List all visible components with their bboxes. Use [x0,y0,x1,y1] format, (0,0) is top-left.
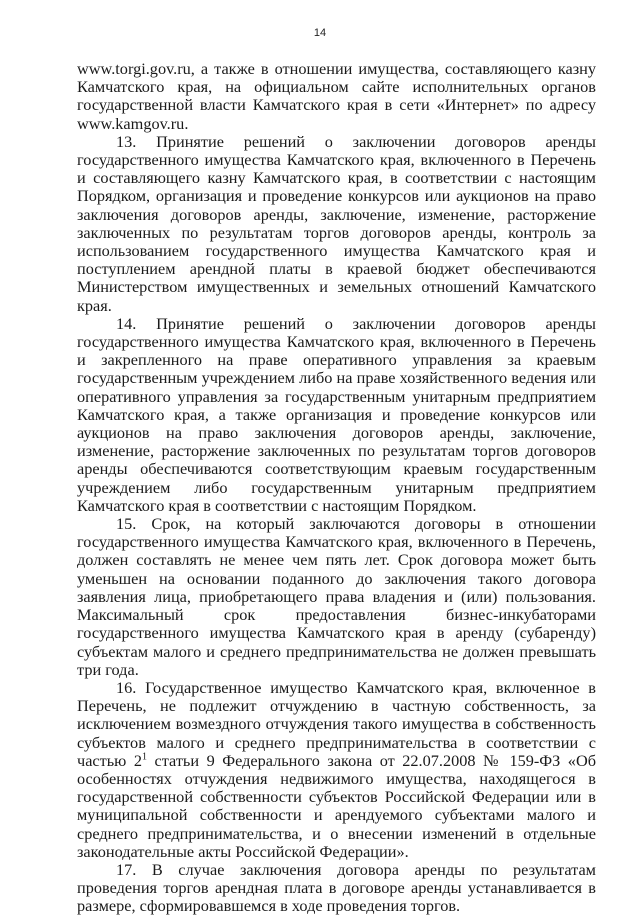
document-body [77,60,596,916]
page-number: 14 [313,27,327,39]
paragraph-16-part-a: 16. Государственное имущество Камчатского края, включенное в Перечень, не подлежит отчуждению в частную собственность, за исключением возмездного отчуждения такого имущества в собственность субъектов малого и среднего предпринимательства в соответствии с частью 2 [77,677,596,770]
paragraph-17: 17. В случае заключения договора аренды по результатам проведения торгов арендная плата в договоре аренды устанавливается в размере, сформировавшемся в ходе проведения торгов. [77,859,596,916]
paragraph-13: 13. Принятие решений о заключении договоров аренды государственного имущества Камчатского края, включенного в Перечень и составляющего казну Камчатского края, в соответствии с настоящим Порядком, организация и проведение конкурсов или аукционов на право заключения договоров аренды, заключение, изменение, расторжение заключенных по результатам торгов договоров аренды, контроль за использованием государственного имущества Камчатского края и поступлением арендной платы в краевой бюджет обеспечиваются Министерством имущественных и земельных отношений Камчатского края. [77,131,596,315]
paragraph-16 [77,679,596,861]
superscript-marker: 1 [141,751,147,763]
paragraph-15: 15. Срок, на который заключаются договоры в отношении государственного имущества Камчатского края, включенного в Перечень, должен составлять не менее чем пять лет. Срок договора может быть уменьшен на основании поданного до заключения такого договора заявления лица, приобретающего права владения и (или) пользования. Максимальный срок предоставления бизнес-инкубаторами государственного имущества Камчатского края в аренду (субаренду) субъектам малого и среднего предпринимательства не должен превышать три года. [77,514,596,679]
paragraph-continuation: www.torgi.gov.ru, а также в отношении имущества, составляющего казну Камчатского края, на официальном сайте исполнительных органов государственной власти Камчатского края в сети «Интернет» по адресу www.kamgov.ru. [77,59,596,133]
paragraph-16-part-b: статьи 9 Федерального закона от 22.07.2008 № 159-ФЗ «Об особенностях отчуждения недвижимого имущества, находящегося в государственной собственности субъектов Российской Федерации или в муниципальной собственности и арендуемого субъектами малого и среднего предпринимательства, и о внесении изменений в отдельные законодательные акты Российской Федерации». [77,750,596,861]
paragraph-14: 14. Принятие решений о заключении договоров аренды государственного имущества Камчатского края, включенного в Перечень и закрепленного на праве оперативного управления за краевым государственным учреждением либо на праве хозяйственного ведения или оперативного управления за государственным унитарным предприятием Камчатского края, а также организация и проведение конкурсов или аукционов на право заключения договоров аренды, заключение, изменение, расторжение заключенных по результатам торгов договоров аренды обеспечиваются соответствующим краевым государственным учреждением либо государственным унитарным предприятием Камчатского края в соответствии с настоящим Порядком. [77,313,596,515]
